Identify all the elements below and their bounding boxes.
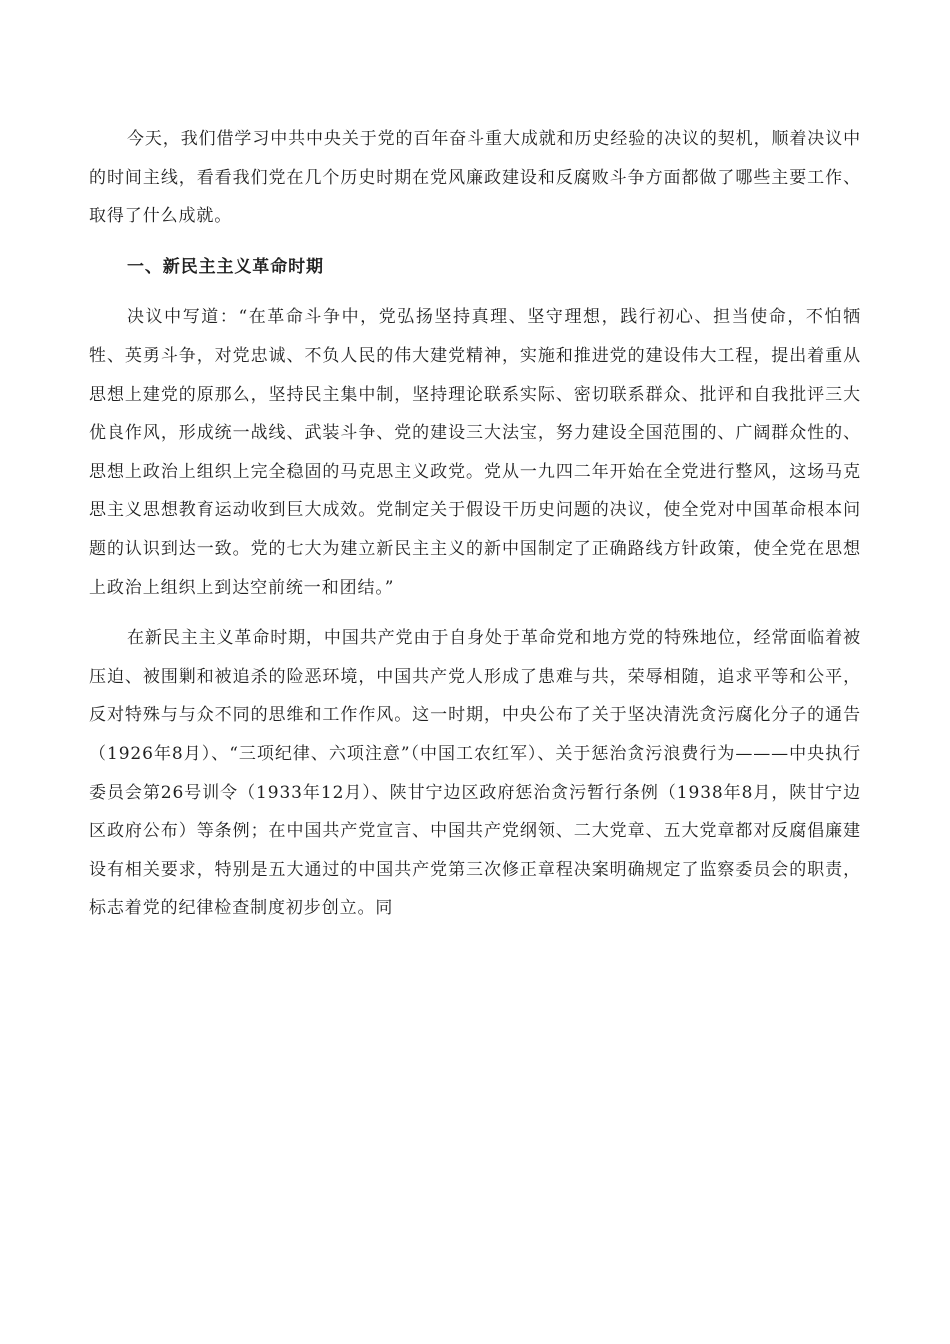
intro-paragraph: 今天，我们借学习中共中央关于党的百年奋斗重大成就和历史经验的决议的契机，顺着决议中的时间主线，看看我们党在几个历史时期在党风廉政建设和反腐败斗争方面都做了哪些主要工作、取得了什么成就。	[89, 129, 861, 227]
body-paragraph: 在新民主主义革命时期，中国共产党由于自身处于革命党和地方党的特殊地位，经常面临着被压迫、被围剿和被追杀的险恶环境，中国共产党人形成了患难与共，荣辱相随，追求平等和公平，反对特殊与与众不同的思维和工作作风。这一时期，中央公布了关于坚决清洗贪污腐化分子的通告（1926年8月）、“三项纪律、六项注意”（中国工农红军）、关于惩治贪污浪费行为———中央执行委员会第26号训令（1933年12月）、陕甘宁边区政府惩治贪污暂行条例（1938年8月，陕甘宁边区政府公布）等条例；在中国共产党宣言、中国共产党纲领、二大党章、五大党章都对反腐倡廉建设有相关要求，特别是五大通过的中国共产党第三次修正章程决案明确规定了监察委员会的职责，标志着党的纪律检查制度初步创立。同	[89, 628, 861, 919]
document-page	[89, 120, 861, 928]
quote-paragraph: 决议中写道：“在革命斗争中，党弘扬坚持真理、坚守理想，践行初心、担当使命，不怕牺牲、英勇斗争，对党忠诚、不负人民的伟大建党精神，实施和推进党的建设伟大工程，提出着重从思想上建党的原那么，坚持民主集中制，坚持理论联系实际、密切联系群众、批评和自我批评三大优良作风，形成统一战线、武装斗争、党的建设三大法宝，努力建设全国范围的、广阔群众性的、思想上政治上组织上完全稳固的马克思主义政党。党从一九四二年开始在全党进行整风，这场马克思主义思想教育运动收到巨大成效。党制定关于假设干历史问题的决议，使全党对中国革命根本问题的认识到达一致。党的七大为建立新民主主义的新中国制定了正确路线方针政策，使全党在思想上政治上组织上到达空前统一和团结。”	[89, 307, 861, 598]
section-heading: 一、新民主主义革命时期	[127, 256, 324, 277]
